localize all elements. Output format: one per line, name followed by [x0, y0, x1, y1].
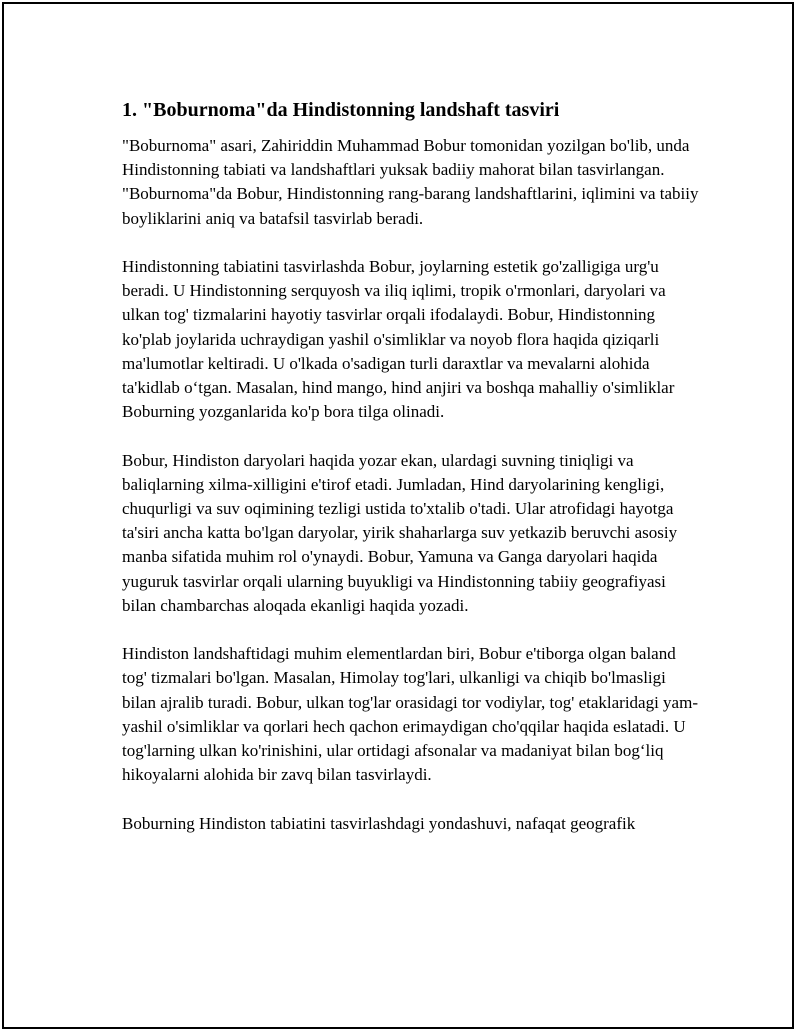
- document-body: [122, 94, 702, 860]
- paragraph-2: Hindistonning tabiatini tasvirlashda Bobur, joylarning estetik go'zalligiga urg'u beradi. U Hindistonning serquyosh va iliq iqlimi, tropik o'rmonlari, daryolari va ulkan tog' tizmalarini hayotiy tasvirlar orqali ifodalaydi. Bobur, Hindistonning ko'plab joylarida uchraydigan yashil o'simliklar va noyob flora haqida qiziqarli ma'lumotlar keltiradi. U o'lkada o'sadigan turli daraxtlar va mevalarni alohida ta'kidlab o‘tgan. Masalan, hind mango, hind anjiri va boshqa mahalliy o'simliklar Boburning yozganlarida ko'p bora tilga olinadi.: [122, 257, 675, 422]
- paragraph-4: Hindiston landshaftidagi muhim elementlardan biri, Bobur e'tiborga olgan baland tog' tizmalari bo'lgan. Masalan, Himolay tog'lari, ulkanligi va chiqib bo'lmasligi bilan ajralib turadi. Bobur, ulkan tog'lar orasidagi tor vodiylar, tog' etaklaridagi yam-yashil o'simliklar va qorlari hech qachon erimaydigan cho'qqilar haqida eslatadi. U tog'larning ulkan ko'rinishini, ular ortidagi afsonalar va madaniyat bilan bog‘liq hikoyalarni alohida bir zavq bilan tasvirlaydi.: [122, 644, 698, 785]
- paragraph-5: Boburning Hindiston tabiatini tasvirlashdagi yondashuvi, nafaqat geografik: [122, 813, 636, 833]
- paragraph-1: "Boburnoma" asari, Zahiriddin Muhammad Bobur tomonidan yozilgan bo'lib, unda Hindistonning tabiati va landshaftlari yuksak badiiy mahorat bilan tasvirlangan. "Boburnoma"da Bobur, Hindistonning rang-barang landshaftlarini, iqlimini va tabiiy boyliklarini aniq va batafsil tasvirlab beradi.: [122, 136, 699, 228]
- section-heading: 1. "Boburnoma"da Hindistonning landshaft tasviri: [122, 99, 560, 121]
- page-frame: [2, 2, 794, 1029]
- paragraph-3: Bobur, Hindiston daryolari haqida yozar ekan, ulardagi suvning tiniqligi va baliqlarning xilma-xilligini e'tirof etadi. Jumladan, Hind daryolarining kengligi, chuqurligi va suv oqimining tezligi ustida to'xtalib o'tadi. Ular atrofidagi hayotga ta'siri ancha katta bo'lgan daryolar, yirik shaharlarga suv yetkazib beruvchi asosiy manba sifatida muhim rol o'ynaydi. Bobur, Yamuna va Ganga daryolari haqida yuguruk tasvirlar orqali ularning buyukligi va Hindistonning tabiiy geografiyasi bilan chambarchas aloqada ekanligi haqida yozadi.: [122, 450, 678, 615]
